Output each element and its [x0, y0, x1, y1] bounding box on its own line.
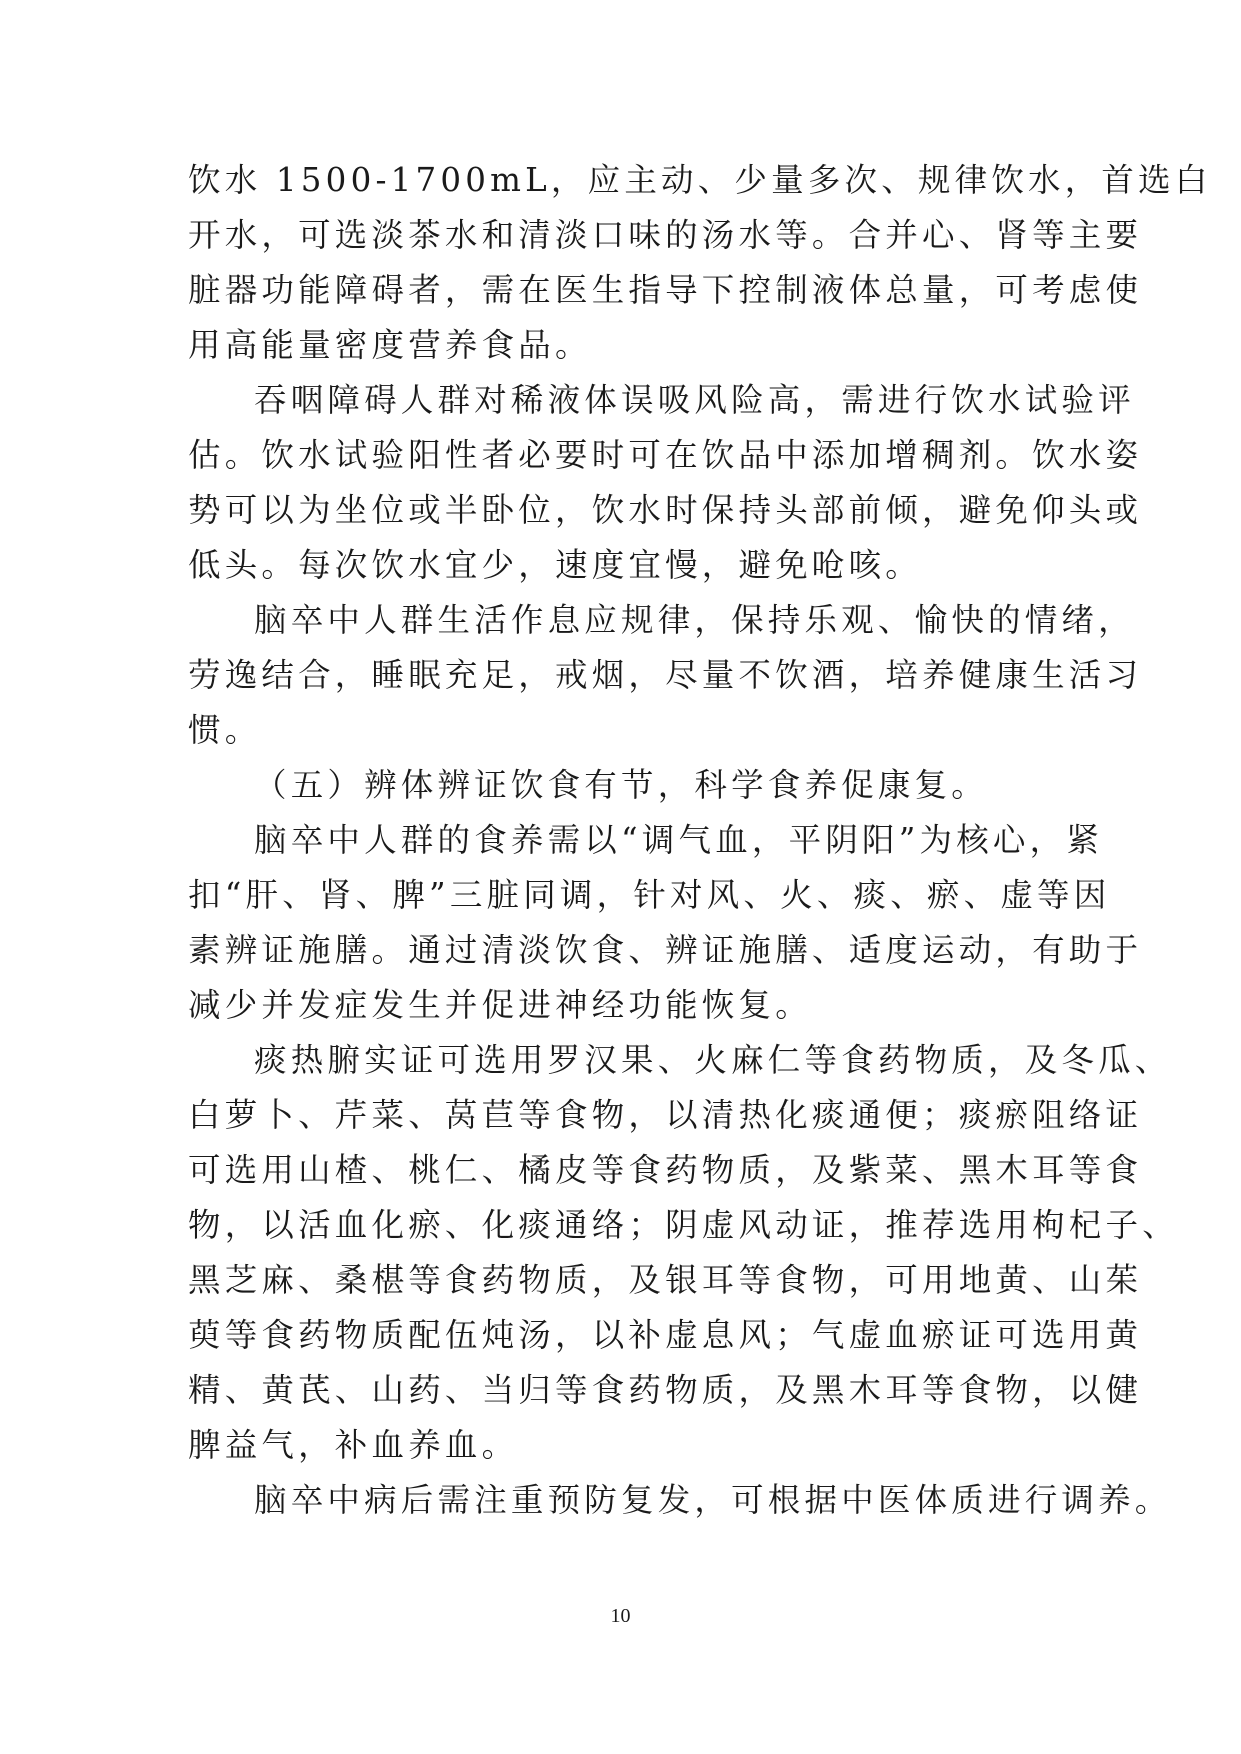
body-line: 估。饮水试验阳性者必要时可在饮品中添加增稠剂。饮水姿 [188, 436, 1143, 474]
paragraph-start: 吞咽障碍人群对稀液体误吸风险高，需进行饮水试验评 [254, 381, 1135, 419]
body-line: 低头。每次饮水宜少，速度宜慢，避免呛咳。 [188, 546, 923, 584]
body-line: 白萝卜、芹菜、莴苣等食物，以清热化痰通便；痰瘀阻络证 [188, 1096, 1143, 1134]
body-line: 物，以活血化瘀、化痰通络；阴虚风动证，推荐选用枸杞子、 [188, 1206, 1179, 1244]
body-line: 用高能量密度营养食品。 [188, 326, 592, 364]
body-line: 素辨证施膳。通过清淡饮食、辨证施膳、适度运动，有助于 [188, 931, 1143, 969]
body-line: 黑芝麻、桑椹等食药物质，及银耳等食物，可用地黄、山茱 [188, 1261, 1143, 1299]
body-line: 势可以为坐位或半卧位，饮水时保持头部前倾，避免仰头或 [188, 491, 1143, 529]
body-line: 可选用山楂、桃仁、橘皮等食药物质，及紫菜、黑木耳等食 [188, 1151, 1143, 1189]
paragraph-start: 痰热腑实证可选用罗汉果、火麻仁等食药物质，及冬瓜、 [254, 1041, 1172, 1079]
section-heading: （五）辨体辨证饮食有节，科学食养促康复。 [254, 766, 989, 804]
body-line: 饮水 1500-1700mL，应主动、少量多次、规律饮水，首选白 [188, 161, 1212, 199]
body-line: 脾益气，补血养血。 [188, 1426, 519, 1464]
body-line: 扣“肝、肾、脾”三脏同调，针对风、火、痰、瘀、虚等因 [188, 876, 1111, 914]
body-line: 精、黄芪、山药、当归等食药物质，及黑木耳等食物，以健 [188, 1371, 1143, 1409]
page-number: 10 [610, 1605, 631, 1627]
paragraph-start: 脑卒中人群生活作息应规律，保持乐观、愉快的情绪， [254, 601, 1135, 639]
paragraph-start: 脑卒中病后需注重预防复发，可根据中医体质进行调养。 [254, 1481, 1172, 1519]
body-line: 惯。 [188, 711, 262, 749]
body-line: 劳逸结合，睡眠充足，戒烟，尽量不饮酒，培养健康生活习 [188, 656, 1143, 694]
paragraph-start: 脑卒中人群的食养需以“调气血，平阴阳”为核心，紧 [254, 821, 1104, 859]
body-line: 萸等食药物质配伍炖汤，以补虚息风；气虚血瘀证可选用黄 [188, 1316, 1143, 1354]
body-line: 开水，可选淡茶水和清淡口味的汤水等。合并心、肾等主要 [188, 216, 1143, 254]
body-line: 减少并发症发生并促进神经功能恢复。 [188, 986, 812, 1024]
body-line: 脏器功能障碍者，需在医生指导下控制液体总量，可考虑使 [188, 271, 1143, 309]
